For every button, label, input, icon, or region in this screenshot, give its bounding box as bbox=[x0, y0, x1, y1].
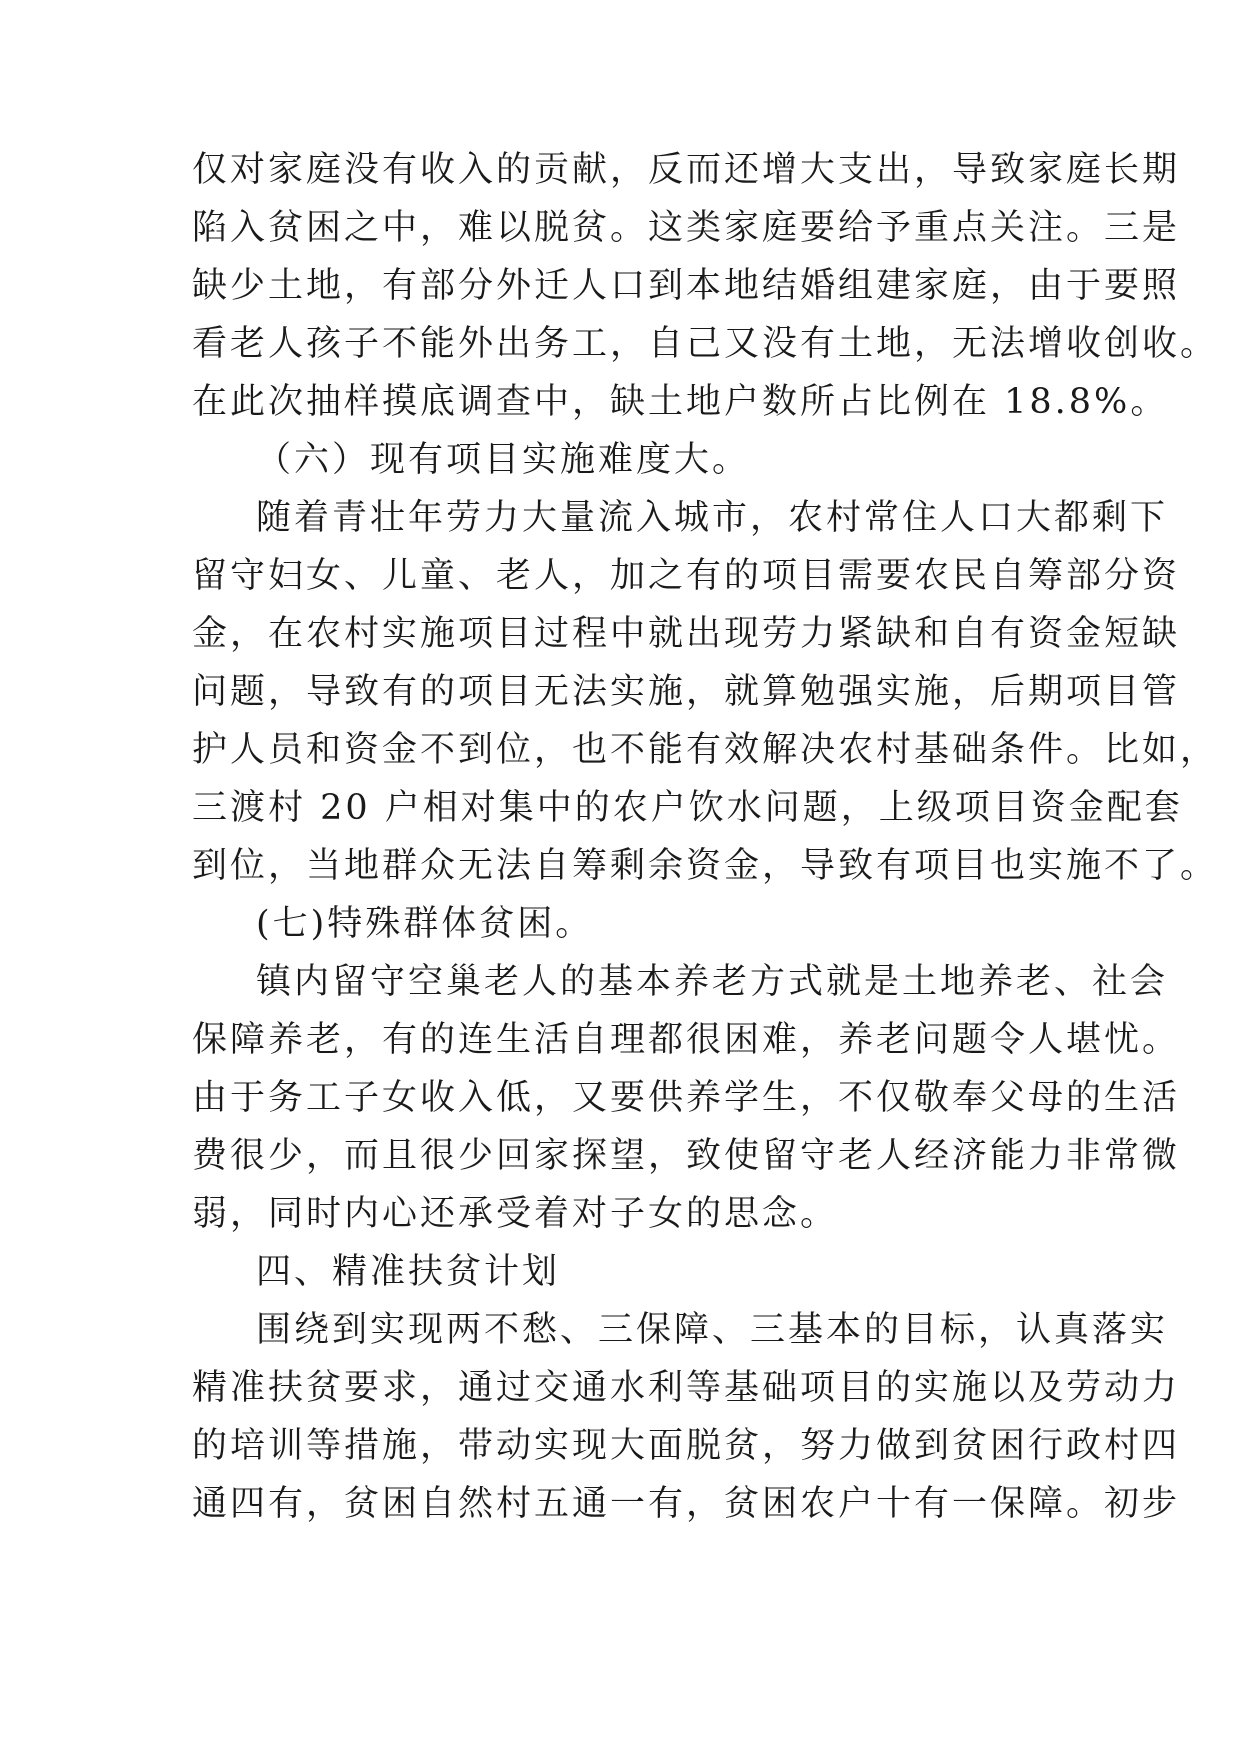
text-line: 陷入贫困之中，难以脱贫。这类家庭要给予重点关注。三是 bbox=[192, 208, 1181, 248]
text-line: 看老人孩子不能外出务工，自己又没有土地，无法增收创收。 bbox=[192, 324, 1219, 364]
text-line: 由于务工子女收入低，又要供养学生，不仅敬奉父母的生活 bbox=[192, 1078, 1181, 1118]
text-line: 问题，导致有的项目无法实施，就算勉强实施，后期项目管 bbox=[192, 672, 1181, 712]
text-line: 精准扶贫要求，通过交通水利等基础项目的实施以及劳动力 bbox=[192, 1368, 1181, 1408]
text-line: 在此次抽样摸底调查中，缺土地户数所占比例在 18.8%。 bbox=[192, 382, 1169, 422]
section-heading-4: 四、精准扶贫计划 bbox=[256, 1252, 561, 1292]
text-line: 缺少土地，有部分外迁人口到本地结婚组建家庭，由于要照 bbox=[192, 266, 1181, 306]
text-line: 围绕到实现两不愁、三保障、三基本的目标，认真落实 bbox=[256, 1310, 1169, 1350]
text-line: 镇内留守空巢老人的基本养老方式就是土地养老、社会 bbox=[256, 962, 1169, 1002]
text-line: 的培训等措施，带动实现大面脱贫，努力做到贫困行政村四 bbox=[192, 1426, 1181, 1466]
text-line: 金，在农村实施项目过程中就出现劳力紧缺和自有资金短缺 bbox=[192, 614, 1181, 654]
text-line: 三渡村 20 户相对集中的农户饮水问题，上级项目资金配套 bbox=[192, 788, 1183, 828]
section-heading-7: (七)特殊群体贫困。 bbox=[256, 904, 594, 944]
text-line: 弱，同时内心还承受着对子女的思念。 bbox=[192, 1194, 839, 1234]
text-line: 到位，当地群众无法自筹剩余资金，导致有项目也实施不了。 bbox=[192, 846, 1219, 886]
text-line: 费很少，而且很少回家探望，致使留守老人经济能力非常微 bbox=[192, 1136, 1181, 1176]
text-line: 通四有，贫困自然村五通一有，贫困农户十有一保障。初步 bbox=[192, 1484, 1181, 1524]
text-line: 留守妇女、儿童、老人，加之有的项目需要农民自筹部分资 bbox=[192, 556, 1181, 596]
text-line: 仅对家庭没有收入的贡献，反而还增大支出，导致家庭长期 bbox=[192, 150, 1181, 190]
text-line: 随着青壮年劳力大量流入城市，农村常住人口大都剩下 bbox=[256, 498, 1169, 538]
section-heading-6: （六）现有项目实施难度大。 bbox=[256, 440, 751, 480]
text-line: 保障养老，有的连生活自理都很困难，养老问题令人堪忧。 bbox=[192, 1020, 1181, 1060]
text-line: 护人员和资金不到位，也不能有效解决农村基础条件。比如， bbox=[192, 730, 1219, 770]
